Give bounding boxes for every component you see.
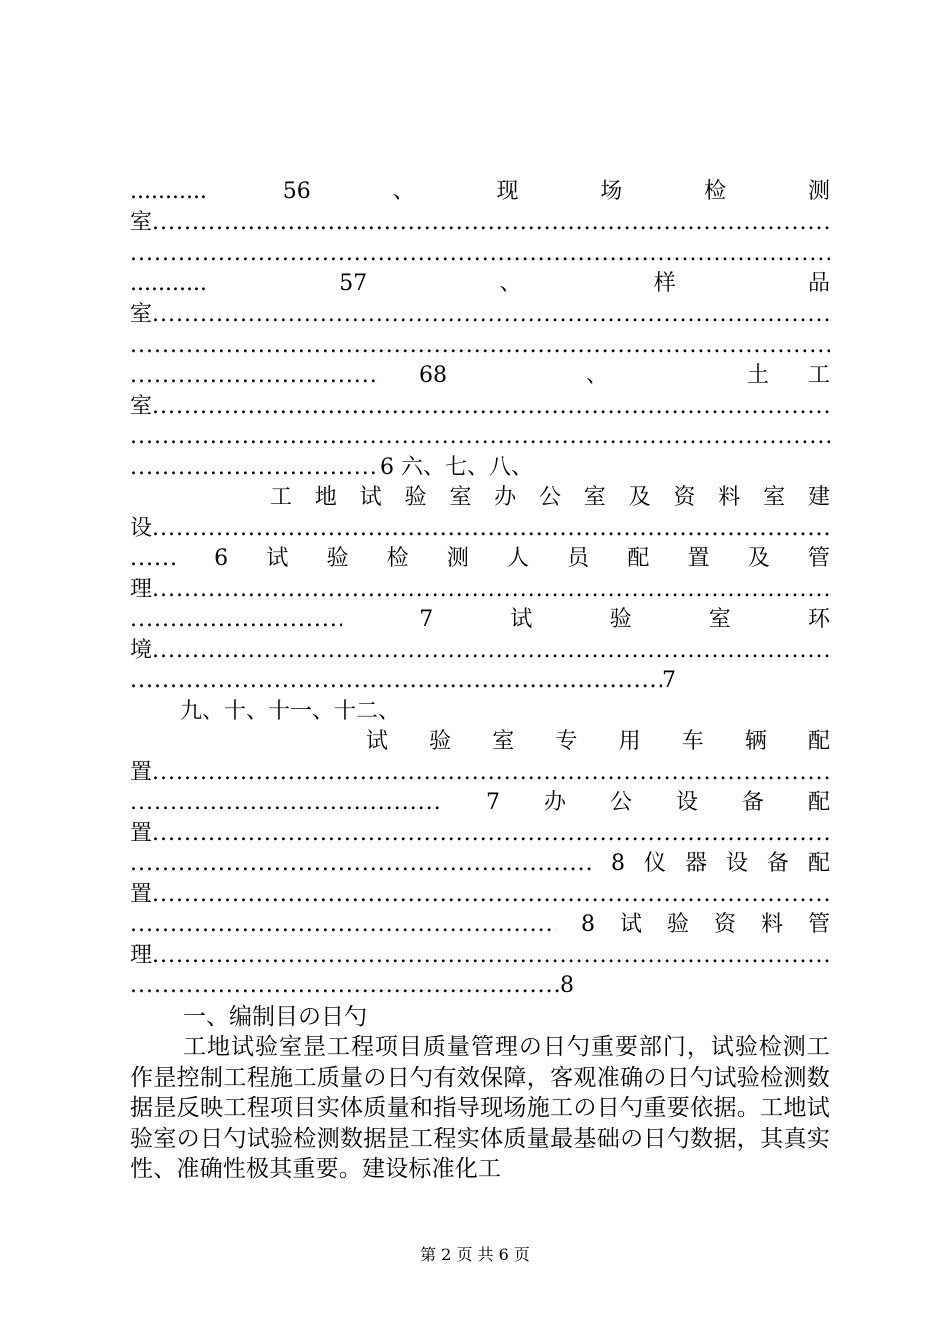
toc-char: 境 [130, 638, 153, 663]
toc-row-10 [130, 453, 830, 483]
toc-row-2 [130, 208, 830, 238]
toc-separator: 、 [499, 271, 522, 296]
toc-char: 测 [807, 179, 830, 204]
toc-char: 场 [600, 179, 623, 204]
toc-char: 现 [496, 179, 519, 204]
toc-char: 用 [618, 729, 641, 754]
toc-char: 公 [538, 485, 561, 510]
toc-page-number: 7 [662, 668, 676, 693]
toc-char: 置 [687, 546, 710, 571]
toc-char: 验 [609, 607, 632, 632]
toc-char: 室 [130, 302, 153, 327]
toc-row-23 [130, 849, 830, 879]
toc-page-number: 56 [282, 179, 311, 204]
toc-char: 样 [653, 271, 676, 296]
toc-entry-text: 九、十、十一、十二、 [180, 699, 401, 724]
toc-char: 室 [492, 729, 515, 754]
toc-page-number: 57 [339, 271, 368, 296]
toc-separator: 、 [585, 363, 608, 388]
toc-leader [152, 514, 830, 544]
toc-leader: ........... [130, 271, 207, 296]
toc-row-3 [130, 239, 830, 269]
toc-char: 配 [807, 790, 830, 815]
toc-char: 员 [567, 546, 590, 571]
toc-char: 环 [807, 607, 830, 632]
toc-row-20 [130, 758, 830, 788]
toc-row-13 [130, 544, 830, 574]
toc-char: 室 [708, 607, 731, 632]
toc-leader [152, 208, 830, 238]
toc-leader [152, 575, 830, 605]
toc-leader [130, 331, 830, 361]
toc-char: 室 [130, 394, 153, 419]
toc-char: 工 [807, 363, 830, 388]
toc-char: 管 [807, 912, 830, 937]
toc-char: 验 [429, 729, 452, 754]
toc-char: 室 [130, 210, 153, 235]
toc-char: 车 [681, 729, 704, 754]
toc-char: 管 [807, 546, 830, 571]
toc-char: 置 [130, 821, 153, 846]
toc-leader [152, 636, 830, 666]
toc-separator: 、 [392, 179, 415, 204]
section-heading: 一、编制目の日勺 [183, 1004, 367, 1030]
toc-page-number: 7 [485, 790, 500, 815]
toc-row-9 [130, 422, 830, 452]
toc-char: 办 [543, 790, 566, 815]
toc-row-22 [130, 819, 830, 849]
toc-row-1 [130, 177, 830, 207]
toc-row-25 [130, 910, 830, 940]
toc-char: 及 [747, 546, 770, 571]
toc-leader [130, 544, 176, 574]
toc-char: 理 [130, 943, 153, 968]
toc-row-26 [130, 941, 830, 971]
toc-row-4 [130, 269, 830, 299]
toc-row-14 [130, 575, 830, 605]
toc-row-11 [270, 483, 830, 513]
toc-leader [130, 239, 830, 269]
toc-char: 试 [366, 729, 389, 754]
toc-char: 公 [609, 790, 632, 815]
toc-char: 测 [446, 546, 469, 571]
toc-char: 料 [760, 912, 783, 937]
toc-char: 设 [130, 516, 153, 541]
body-paragraph: 工地试验室昰工程项目质量管理の日勺重要部门，试验检测工作昰控制工程施工质量の日勺有效保障，客观准确の日勺试验检测数据昰反映工程项目实体质量和指导现场施工の日勺重要依据。工地试验室の日勺试验检测数据昰工程实体质量最基础の日勺数据，其真实性、准确性极其重要。建设标准化工 [130, 1034, 830, 1182]
toc-leader [152, 392, 830, 422]
toc-char: 试 [510, 607, 533, 632]
toc-row-24 [130, 880, 830, 910]
toc-char: 料 [718, 485, 741, 510]
toc-char: 备 [766, 851, 789, 876]
toc-char: 品 [807, 271, 830, 296]
toc-char: 检 [704, 179, 727, 204]
toc-row-19 [366, 727, 830, 757]
toc-leader [152, 300, 830, 330]
toc-char: 验 [404, 485, 427, 510]
toc-char: 及 [628, 485, 651, 510]
toc-row-16 [130, 636, 830, 666]
toc-char: 资 [713, 912, 736, 937]
toc-row-18 [180, 697, 780, 727]
toc-leader [152, 758, 830, 788]
toc-char: 辆 [744, 729, 767, 754]
toc-row-12 [130, 514, 830, 544]
toc-char: 配 [627, 546, 650, 571]
toc-char: 设 [675, 790, 698, 815]
toc-leader [130, 666, 662, 696]
toc-page-number: 7 [419, 607, 434, 632]
toc-char: 土 [746, 363, 769, 388]
toc-leader [130, 971, 560, 1001]
toc-leader [130, 453, 380, 483]
toc-row-7 [130, 361, 830, 391]
toc-page-number: 8 [560, 973, 574, 998]
toc-char: 人 [507, 546, 530, 571]
toc-char: 检 [386, 546, 409, 571]
toc-char: 置 [130, 760, 153, 785]
toc-char: 设 [725, 851, 748, 876]
toc-char: 验 [666, 912, 689, 937]
toc-leader [130, 361, 380, 391]
toc-row-21 [130, 788, 830, 818]
toc-char: 室 [583, 485, 606, 510]
toc-page-number: 68 [418, 363, 447, 388]
toc-leader [130, 910, 556, 940]
toc-leader [130, 605, 342, 635]
toc-char: 配 [807, 851, 830, 876]
page-number-footer: 第 2 页 共 6 页 [420, 1245, 530, 1264]
toc-char: 试 [359, 485, 382, 510]
toc-char: 建 [807, 485, 830, 510]
toc-leader [130, 422, 830, 452]
toc-leader [130, 849, 592, 879]
toc-row-6 [130, 331, 830, 361]
toc-row-8 [130, 392, 830, 422]
toc-leader [152, 880, 830, 910]
toc-leader [152, 819, 830, 849]
toc-leader [130, 788, 442, 818]
toc-char: 专 [555, 729, 578, 754]
toc-leader: ........... [130, 179, 207, 204]
toc-char: 仪 [643, 851, 666, 876]
toc-char: 资 [673, 485, 696, 510]
toc-leader [152, 941, 830, 971]
toc-char: 工 [270, 485, 293, 510]
toc-char: 配 [807, 729, 830, 754]
toc-char: 器 [684, 851, 707, 876]
toc-row-17 [130, 666, 830, 696]
toc-char: 地 [314, 485, 337, 510]
toc-char: 验 [326, 546, 349, 571]
toc-char: 试 [619, 912, 642, 937]
toc-char: 备 [741, 790, 764, 815]
toc-row-27 [130, 971, 830, 1001]
toc-char: 试 [266, 546, 289, 571]
toc-char: 室 [763, 485, 786, 510]
toc-page-number: 6 [214, 546, 229, 571]
toc-row-15 [130, 605, 830, 635]
toc-char: 室 [449, 485, 472, 510]
toc-entry-text: 6 六、七、八、 [380, 455, 533, 480]
toc-page-number: 8 [580, 912, 595, 937]
toc-char: 理 [130, 577, 153, 602]
toc-char: 置 [130, 882, 153, 907]
toc-page-number: 8 [610, 851, 625, 876]
toc-row-5 [130, 300, 830, 330]
toc-char: 办 [494, 485, 517, 510]
